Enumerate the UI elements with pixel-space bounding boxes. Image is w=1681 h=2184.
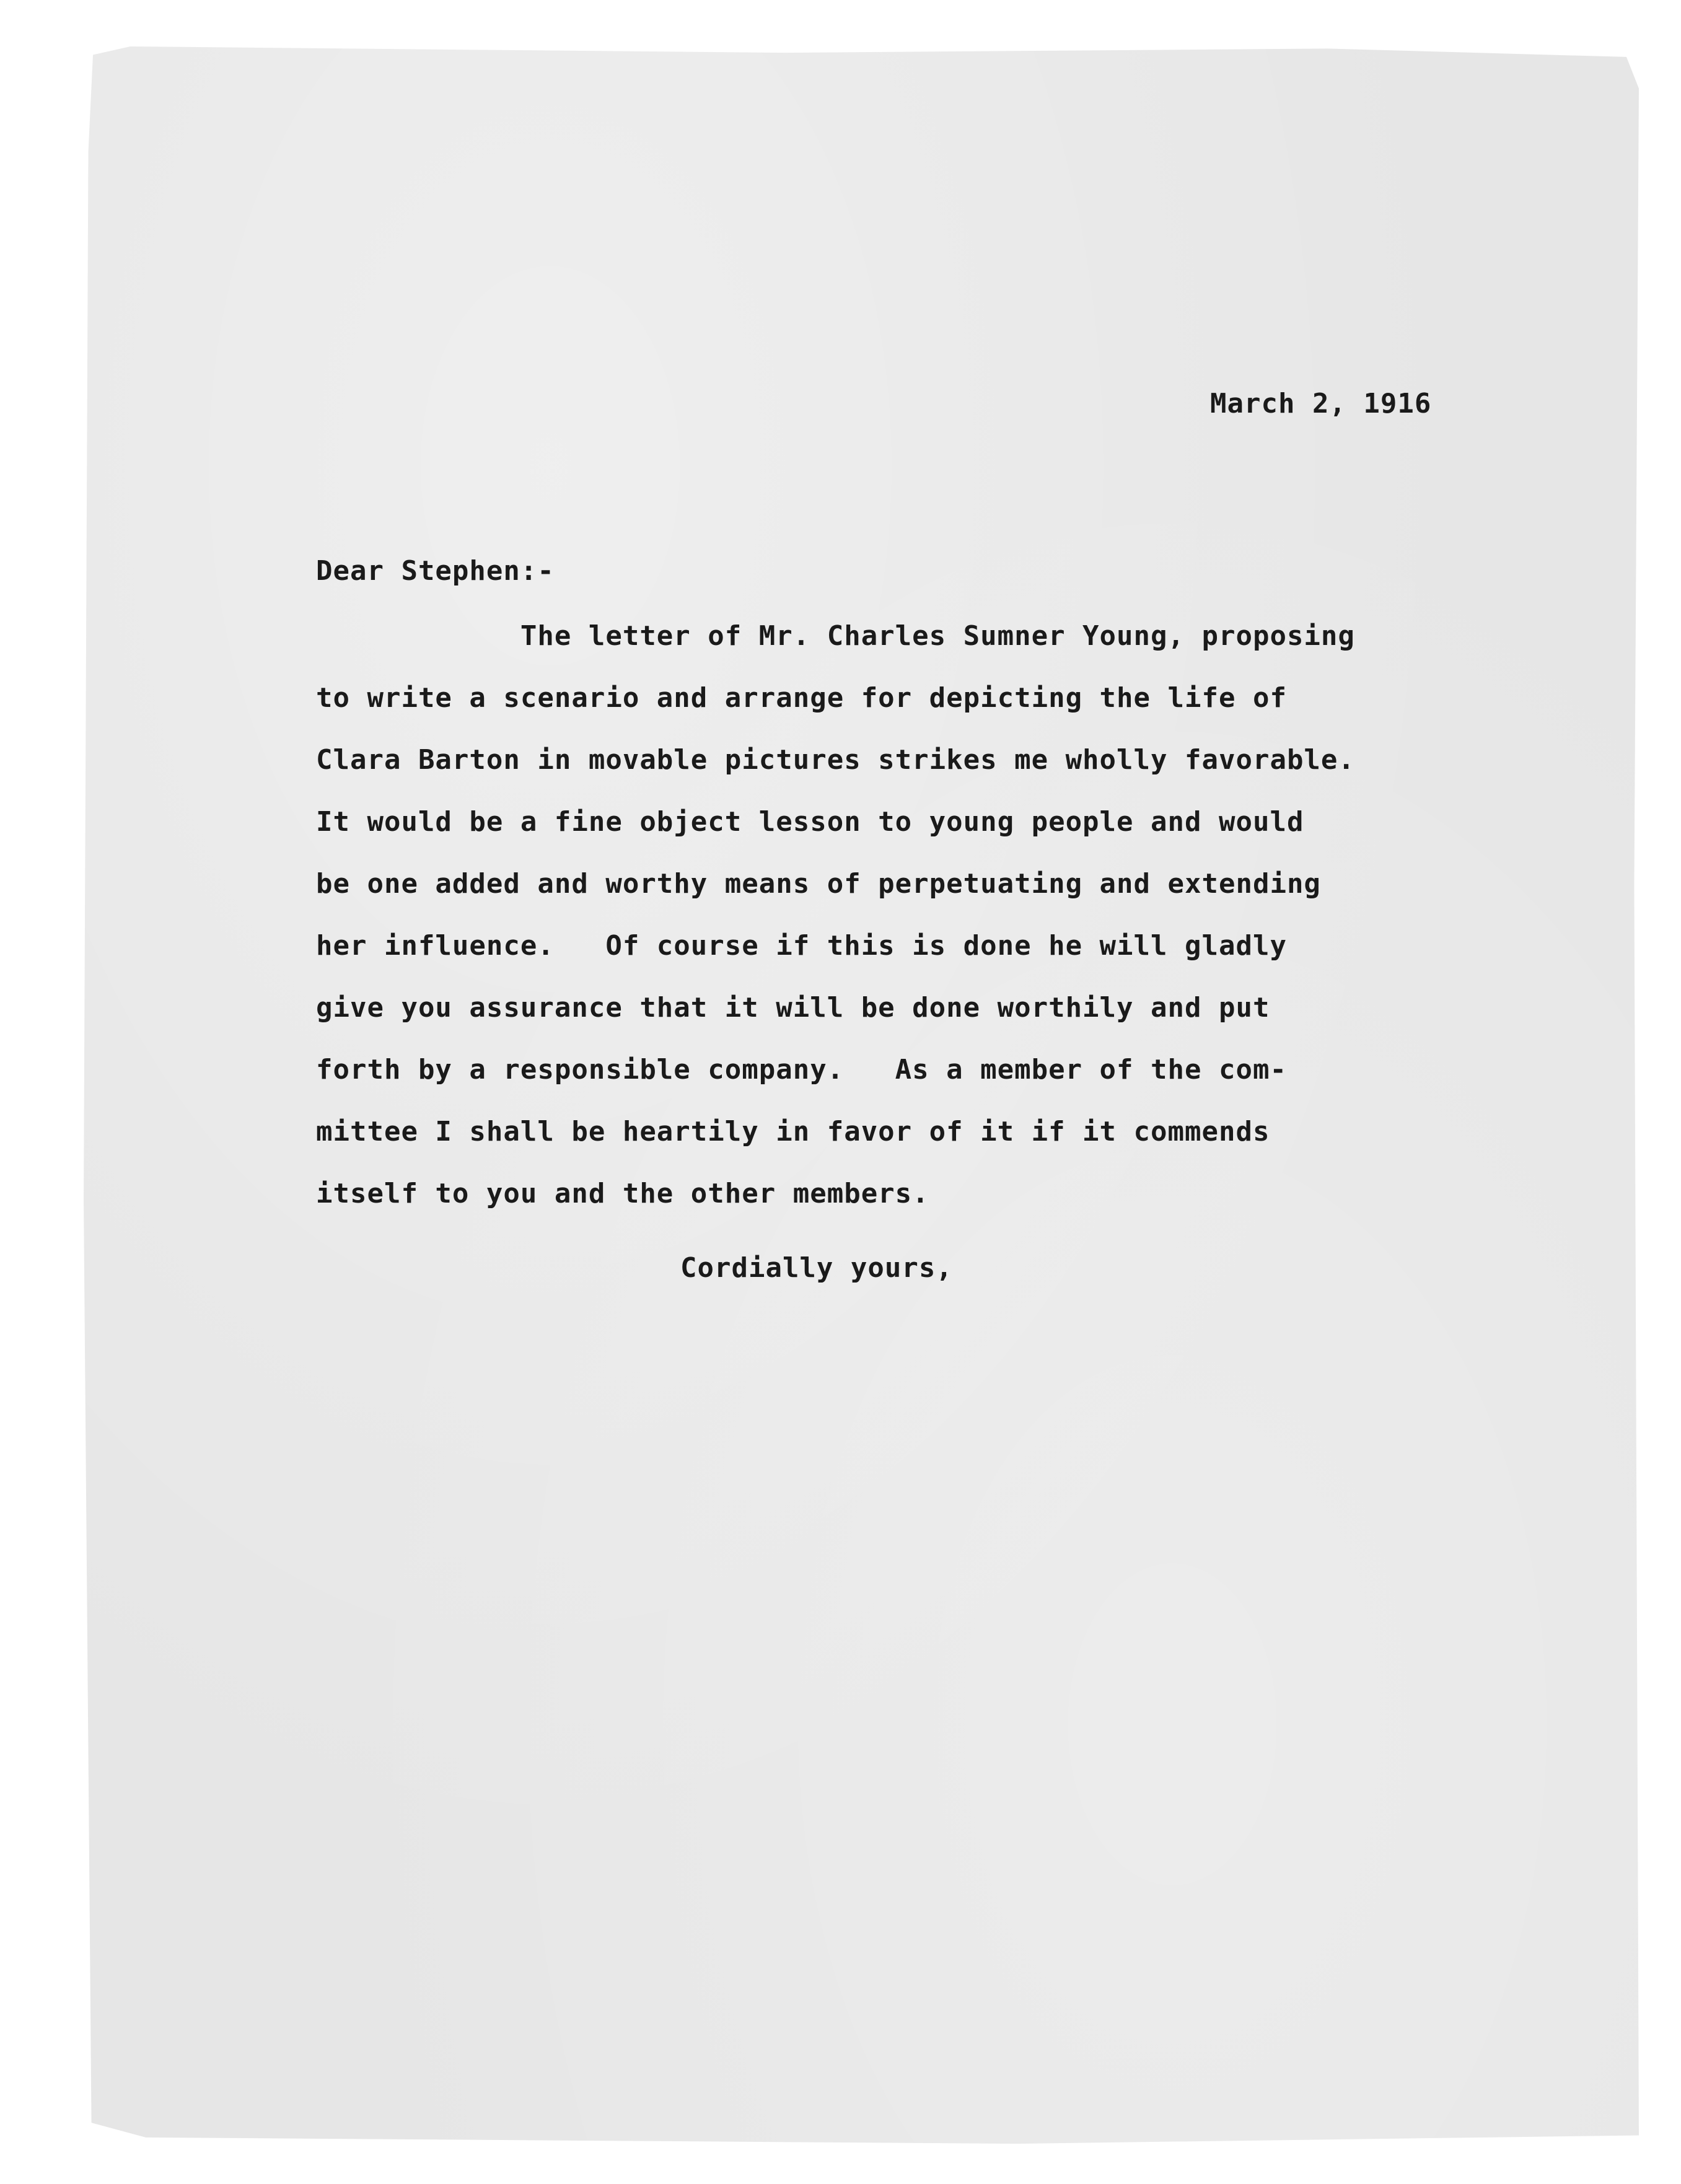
- letter-body-line: Clara Barton in movable pictures strikes me wholly favorable.: [316, 744, 1355, 776]
- letter-salutation: Dear Stephen:-: [316, 555, 555, 587]
- letter-body-line: mittee I shall be heartily in favor of it if it commends: [316, 1116, 1270, 1147]
- letter-body-line: to write a scenario and arrange for depicting the life of: [316, 682, 1287, 714]
- letter-body-line: her influence. Of course if this is done he will gladly: [316, 930, 1287, 962]
- paper-sheet: [84, 46, 1639, 2144]
- letter-closing: Cordially yours,: [680, 1252, 953, 1284]
- letter-date: March 2, 1916: [1210, 388, 1432, 419]
- letter-body-line: give you assurance that it will be done worthily and put: [316, 992, 1270, 1024]
- letter-body-line: be one added and worthy means of perpetuating and extending: [316, 868, 1321, 900]
- letter-body-line: forth by a responsible company. As a member of the com-: [316, 1054, 1287, 1085]
- letter-body-line: The letter of Mr. Charles Sumner Young, proposing: [316, 620, 1355, 652]
- letter-body-line: itself to you and the other members.: [316, 1178, 929, 1209]
- letter-body-line: It would be a fine object lesson to young people and would: [316, 806, 1304, 838]
